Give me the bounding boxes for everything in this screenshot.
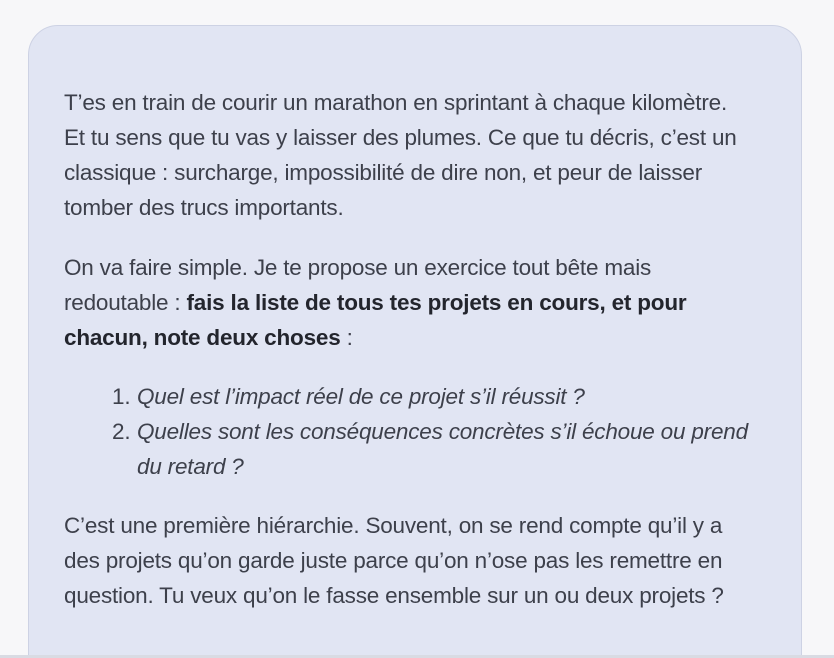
- list-item: [112, 379, 753, 414]
- list-item-number: 1.: [112, 384, 131, 409]
- message-paragraph-2: [64, 250, 753, 355]
- list-item-text: Quel est l’impact réel de ce projet s’il réussit ?: [137, 384, 585, 409]
- message-paragraph-3: C’est une première hiérarchie. Souvent, on se rend compte qu’il y a des projets qu’on garde juste parce qu’on n’ose pas les remettre en question. Tu veux qu’on le fasse ensemble sur un ou deux projets ?: [64, 513, 724, 608]
- paragraph-2-intro: On va faire simple. Je te propose un exercice tout bête mais redoutable :: [64, 255, 652, 315]
- questions-list: [64, 379, 753, 484]
- message-paragraph-1: T’es en train de courir un marathon en sprintant à chaque kilomètre. Et tu sens que tu vas y laisser des plumes. Ce que tu décris, c’est un classique : surcharge, impossibilité de dire non, et peur de laisser tomber des trucs importants.: [64, 90, 737, 220]
- list-item: [112, 414, 753, 484]
- list-item-text: Quelles sont les conséquences concrètes s’il échoue ou prend du retard ?: [137, 419, 748, 479]
- paragraph-2-bold-instruction: fais la liste de tous tes projets en cours, et pour chacun, note deux choses: [64, 290, 687, 350]
- paragraph-2-end: :: [340, 325, 353, 350]
- list-item-number: 2.: [112, 419, 131, 444]
- assistant-message-bubble: [28, 25, 802, 658]
